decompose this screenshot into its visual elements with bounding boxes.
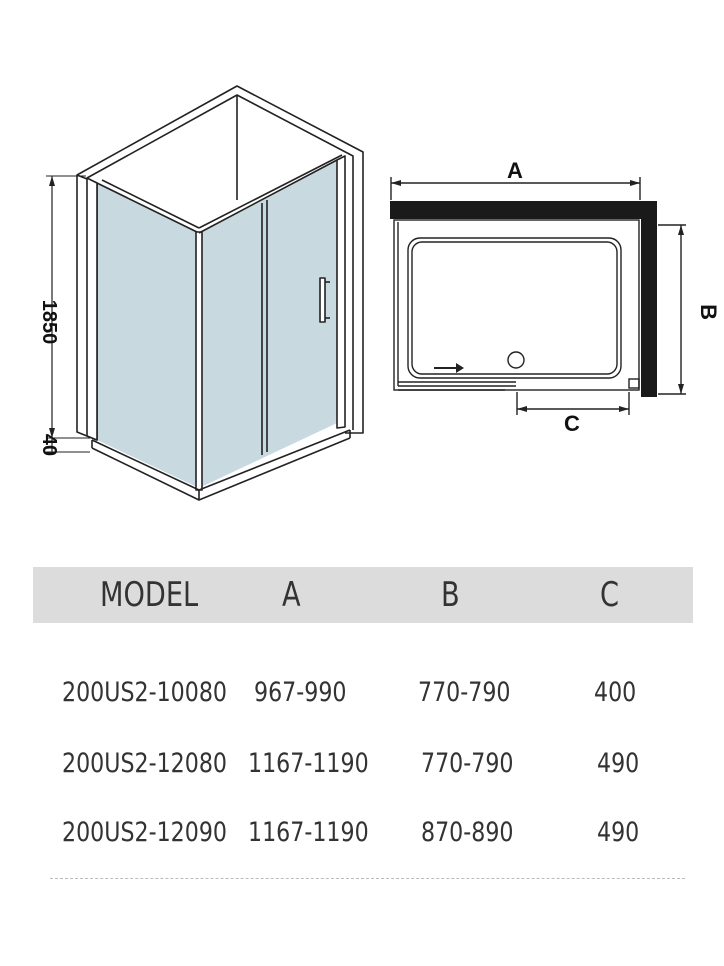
side-wall <box>641 201 657 397</box>
cell-a: 1167-1190 <box>248 748 369 779</box>
cell-c: 400 <box>594 677 637 708</box>
cell-b: 870-890 <box>421 817 514 848</box>
front-glass-panel <box>199 160 337 488</box>
cell-b: 770-790 <box>418 677 511 708</box>
height-dimension-label: 1850 <box>38 299 60 345</box>
dimension-a-label: A <box>507 158 523 183</box>
cell-a: 967-990 <box>254 677 347 708</box>
cell-c: 490 <box>597 748 640 779</box>
header-model: MODEL <box>100 575 199 615</box>
side-glass-panel <box>97 183 199 488</box>
cell-a: 1167-1190 <box>248 817 369 848</box>
enclosure-plan-view <box>390 177 686 415</box>
base-dimension-label: 40 <box>38 433 60 457</box>
cell-c: 490 <box>597 817 640 848</box>
cell-model: 200US2-12080 <box>62 748 228 779</box>
drain-icon <box>508 352 524 368</box>
dimension-b-label: B <box>696 304 721 320</box>
back-wall <box>390 201 657 219</box>
table-divider <box>50 878 685 879</box>
header-c: C <box>600 575 619 615</box>
cell-model: 200US2-12090 <box>62 817 228 848</box>
cell-b: 770-790 <box>421 748 514 779</box>
cell-model: 200US2-10080 <box>62 677 228 708</box>
header-a: A <box>282 575 301 615</box>
header-b: B <box>441 575 460 615</box>
enclosure-3d-view <box>46 86 363 500</box>
dimension-c-label: C <box>564 411 580 436</box>
